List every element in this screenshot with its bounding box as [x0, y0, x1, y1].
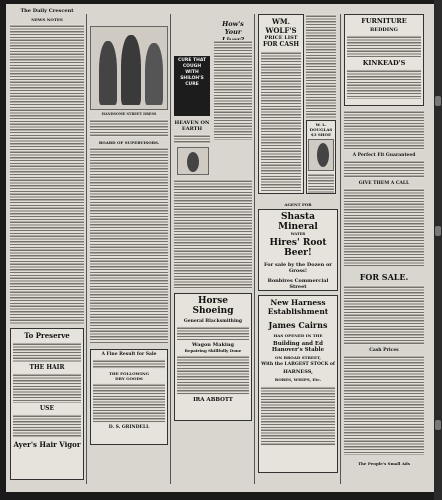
wolf-price-list [258, 14, 304, 194]
ad-subtitle: For sale by the Dozen or Gross! [264, 262, 332, 274]
portrait-illustration [308, 139, 334, 171]
store-subtitle: PRICE LIST [264, 35, 298, 41]
ad-subtitle: DRY GOODS [115, 376, 143, 382]
ad-text: ON BROAD STREET, [275, 355, 321, 360]
ad-text [13, 414, 81, 438]
column-rule [254, 14, 255, 484]
article-text [10, 24, 84, 324]
binder-hole-icon [435, 226, 441, 236]
newspaper-page [6, 4, 434, 492]
column-3 [174, 20, 252, 421]
agent-label: AGENT FOR [284, 202, 312, 207]
article-text [90, 119, 168, 137]
ad-title: New Harness Establishment [267, 298, 329, 316]
ad-title: A Fine Result for Sale [101, 352, 157, 358]
douglas-shoe-ad [306, 120, 336, 194]
ad-subtitle: BEDDING [370, 27, 398, 33]
binder-hole-icon [435, 420, 441, 430]
article-text [174, 179, 252, 289]
street-dress-illustration [90, 26, 168, 110]
ad-product: Hires' Root Beer! [269, 238, 327, 258]
dress-figure-icon [121, 35, 141, 105]
column-rule [170, 14, 171, 484]
small-ads-heading: The People's Small Ads [358, 461, 410, 466]
column-rule [340, 14, 341, 484]
ad-text [13, 342, 81, 362]
ad-text: HARNESS, [283, 369, 313, 375]
ad-text [261, 386, 335, 446]
column-2 [90, 26, 168, 445]
ad-location: Bonbires Commercial Street [267, 278, 329, 290]
ad-text [347, 69, 421, 99]
ad-text [308, 173, 334, 193]
hair-vigor-ad [10, 328, 84, 480]
article-text [344, 110, 424, 150]
article-text [344, 285, 424, 345]
ad-name: KINKEAD'S [362, 59, 406, 67]
masthead-title: The Daily Crescent [20, 8, 74, 14]
ad-text [177, 355, 249, 395]
ad-use: USE [39, 405, 55, 412]
news-notes-heading: NEWS NOTES [31, 17, 63, 22]
ad-subtitle: General Blacksmithing [183, 319, 243, 324]
ad-title: CURE THAT COUGH WITH SHILOH'S CURE [177, 58, 207, 87]
column-rule [86, 14, 87, 484]
give-call-heading: GIVE THEM A CALL [358, 181, 410, 186]
article-text [344, 355, 424, 455]
ad-text [347, 35, 421, 57]
portrait-icon [317, 143, 329, 167]
price-list-text [261, 51, 301, 191]
store-title: WM. WOLF'S [265, 17, 297, 35]
article-text [306, 14, 336, 118]
article-text [90, 147, 168, 343]
illustration-caption: HANDSOME STREET DRESS [101, 112, 157, 116]
ad-text: ROBES, WHIPS, Etc. [274, 377, 322, 382]
article-text [214, 40, 252, 140]
ad-subtitle: THE FOLLOWING [108, 371, 150, 377]
ad-text [13, 373, 81, 403]
binder-edge [434, 0, 442, 500]
liver-headline: How's Your [222, 20, 244, 36]
ad-title: W. L. DOUGLAS [309, 122, 333, 132]
portrait-icon [187, 152, 199, 172]
dress-figure-icon [145, 43, 163, 105]
cash-prices-heading: Cash Prices [369, 348, 399, 353]
horse-shoeing-ad [174, 293, 252, 421]
grindell-ad [90, 349, 168, 445]
shiloh-cure-ad [174, 56, 210, 116]
ad-text [93, 359, 165, 369]
ad-text [177, 326, 249, 340]
ad-subtitle: Repairing Skillfully Done [184, 348, 242, 353]
shasta-mineral-ad [258, 209, 338, 291]
ad-stable: Building and Ed Hanover's Stable [271, 341, 325, 353]
ad-subtitle: Wagon Making [192, 342, 234, 348]
article-text [344, 188, 424, 266]
ad-signature: IRA ABBOTT [193, 397, 233, 403]
perfect-fit-heading: A Perfect Fit Guaranteed [352, 153, 416, 158]
notice-heading: BOARD OF SUPERVISORS. [98, 140, 160, 146]
ad-subtitle: $3 SHOE [310, 132, 332, 137]
article-text [344, 160, 424, 178]
ad-text: HAS OPENED IN THE [273, 333, 323, 338]
store-subtitle: FOR CASH [263, 41, 299, 48]
ad-text [93, 383, 165, 423]
column-4 [258, 14, 338, 473]
ad-subtitle: THE HAIR [29, 364, 65, 371]
binder-hole-icon [435, 96, 441, 106]
column-1 [10, 8, 84, 480]
ad-name: James Cairns [268, 320, 328, 330]
harness-ad [258, 295, 338, 473]
ad-text: With the LARGEST STOCK of [261, 362, 335, 367]
ad-text [174, 134, 210, 144]
heaven-title: HEAVEN ON EARTH [174, 120, 210, 132]
furniture-ad [344, 14, 424, 106]
ad-title: FURNITURE [361, 17, 407, 25]
for-sale-heading: FOR SALE. [359, 272, 409, 282]
dress-figure-icon [99, 41, 117, 105]
ad-signature: D. S. GRINDELL [108, 425, 150, 431]
ad-subtitle: WATER [290, 232, 306, 236]
ad-title: Horse Shoeing [192, 296, 234, 316]
portrait-illustration [177, 147, 209, 175]
ad-brand: Ayer's Hair Vigor [13, 440, 81, 449]
column-5 [344, 14, 424, 466]
ad-title: Shasta Mineral [278, 212, 318, 232]
ad-title: To Preserve [24, 331, 70, 340]
